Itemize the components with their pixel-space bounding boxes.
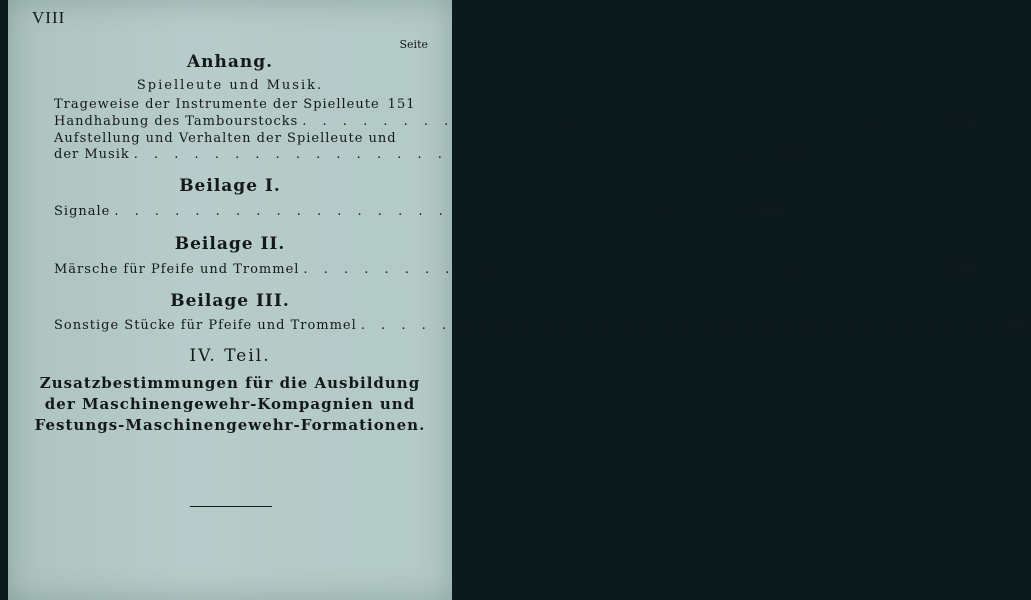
- toc-entry-title: Signale: [54, 204, 111, 219]
- toc-entry: [54, 204, 785, 219]
- toc-entry-page: 161: [756, 204, 785, 219]
- part-4-title-line: der Maschinengewehr-Kompagnien und: [44, 395, 416, 413]
- toc-entry-page: 151: [387, 97, 416, 112]
- beilage-2-heading: Beilage II.: [174, 234, 286, 254]
- anhang-subheading: Spielleute und Musik.: [136, 78, 324, 93]
- toc-entry: [54, 262, 974, 277]
- toc-entry-title: der Musik: [54, 147, 130, 162]
- toc-entry: [54, 318, 1031, 333]
- seite-column-label: Seite: [399, 38, 428, 51]
- toc-entry-page: 153: [944, 114, 973, 129]
- toc-leader-dots: . . . . . . . . . . . . . . . . . . . . . . . . . . . . . . . .: [133, 147, 773, 162]
- toc-entry-line1: Aufstellung und Verhalten der Spielleute und: [54, 131, 397, 146]
- beilage-3-heading: Beilage III.: [170, 291, 290, 311]
- toc-entry: [54, 147, 804, 162]
- part-4-title-line: Zusatzbestimmungen für die Ausbildung: [39, 374, 421, 392]
- part-4-title-line: Festungs-Maschinengewehr-Formationen.: [34, 416, 426, 434]
- book-page: [8, 0, 1031, 600]
- toc-entry: [54, 97, 414, 112]
- toc-leader-dots: . . . . . . . . . . . . . . . . . . . . . . . . . . . . . . . .: [114, 204, 753, 219]
- toc-leader-dots: . . . . . . . . . . . . . . . . . . . . . . . . . . . . . . . .: [360, 318, 1000, 333]
- toc-entry-title: Sonstige Stücke für Pfeife und Trommel: [54, 318, 357, 333]
- toc-entry-title: Handhabung des Tambourstocks: [54, 114, 299, 129]
- beilage-1-heading: Beilage I.: [179, 176, 281, 196]
- toc-entry: [54, 114, 973, 129]
- toc-leader-dots: . . . . . . . . . . . . . . . . . . . . . . . . . . . . . . . .: [303, 262, 942, 277]
- page-number: VIII: [32, 8, 66, 27]
- toc-entry-page: 185: [1003, 318, 1031, 333]
- toc-leader-dots: . . . . . . . . . . . . . . . . . . . . . . . . . . . . . . . .: [302, 114, 941, 129]
- toc-entry-title: Märsche für Pfeife und Trommel: [54, 262, 300, 277]
- toc-entry-title: Trageweise der Instrumente der Spielleute: [54, 97, 380, 112]
- part-4-label: IV. Teil.: [189, 346, 271, 366]
- toc-entry-page: 155: [776, 147, 804, 162]
- anhang-heading: Anhang.: [186, 52, 274, 72]
- toc-entry-page: 168: [945, 262, 974, 277]
- end-rule-divider: [190, 506, 272, 507]
